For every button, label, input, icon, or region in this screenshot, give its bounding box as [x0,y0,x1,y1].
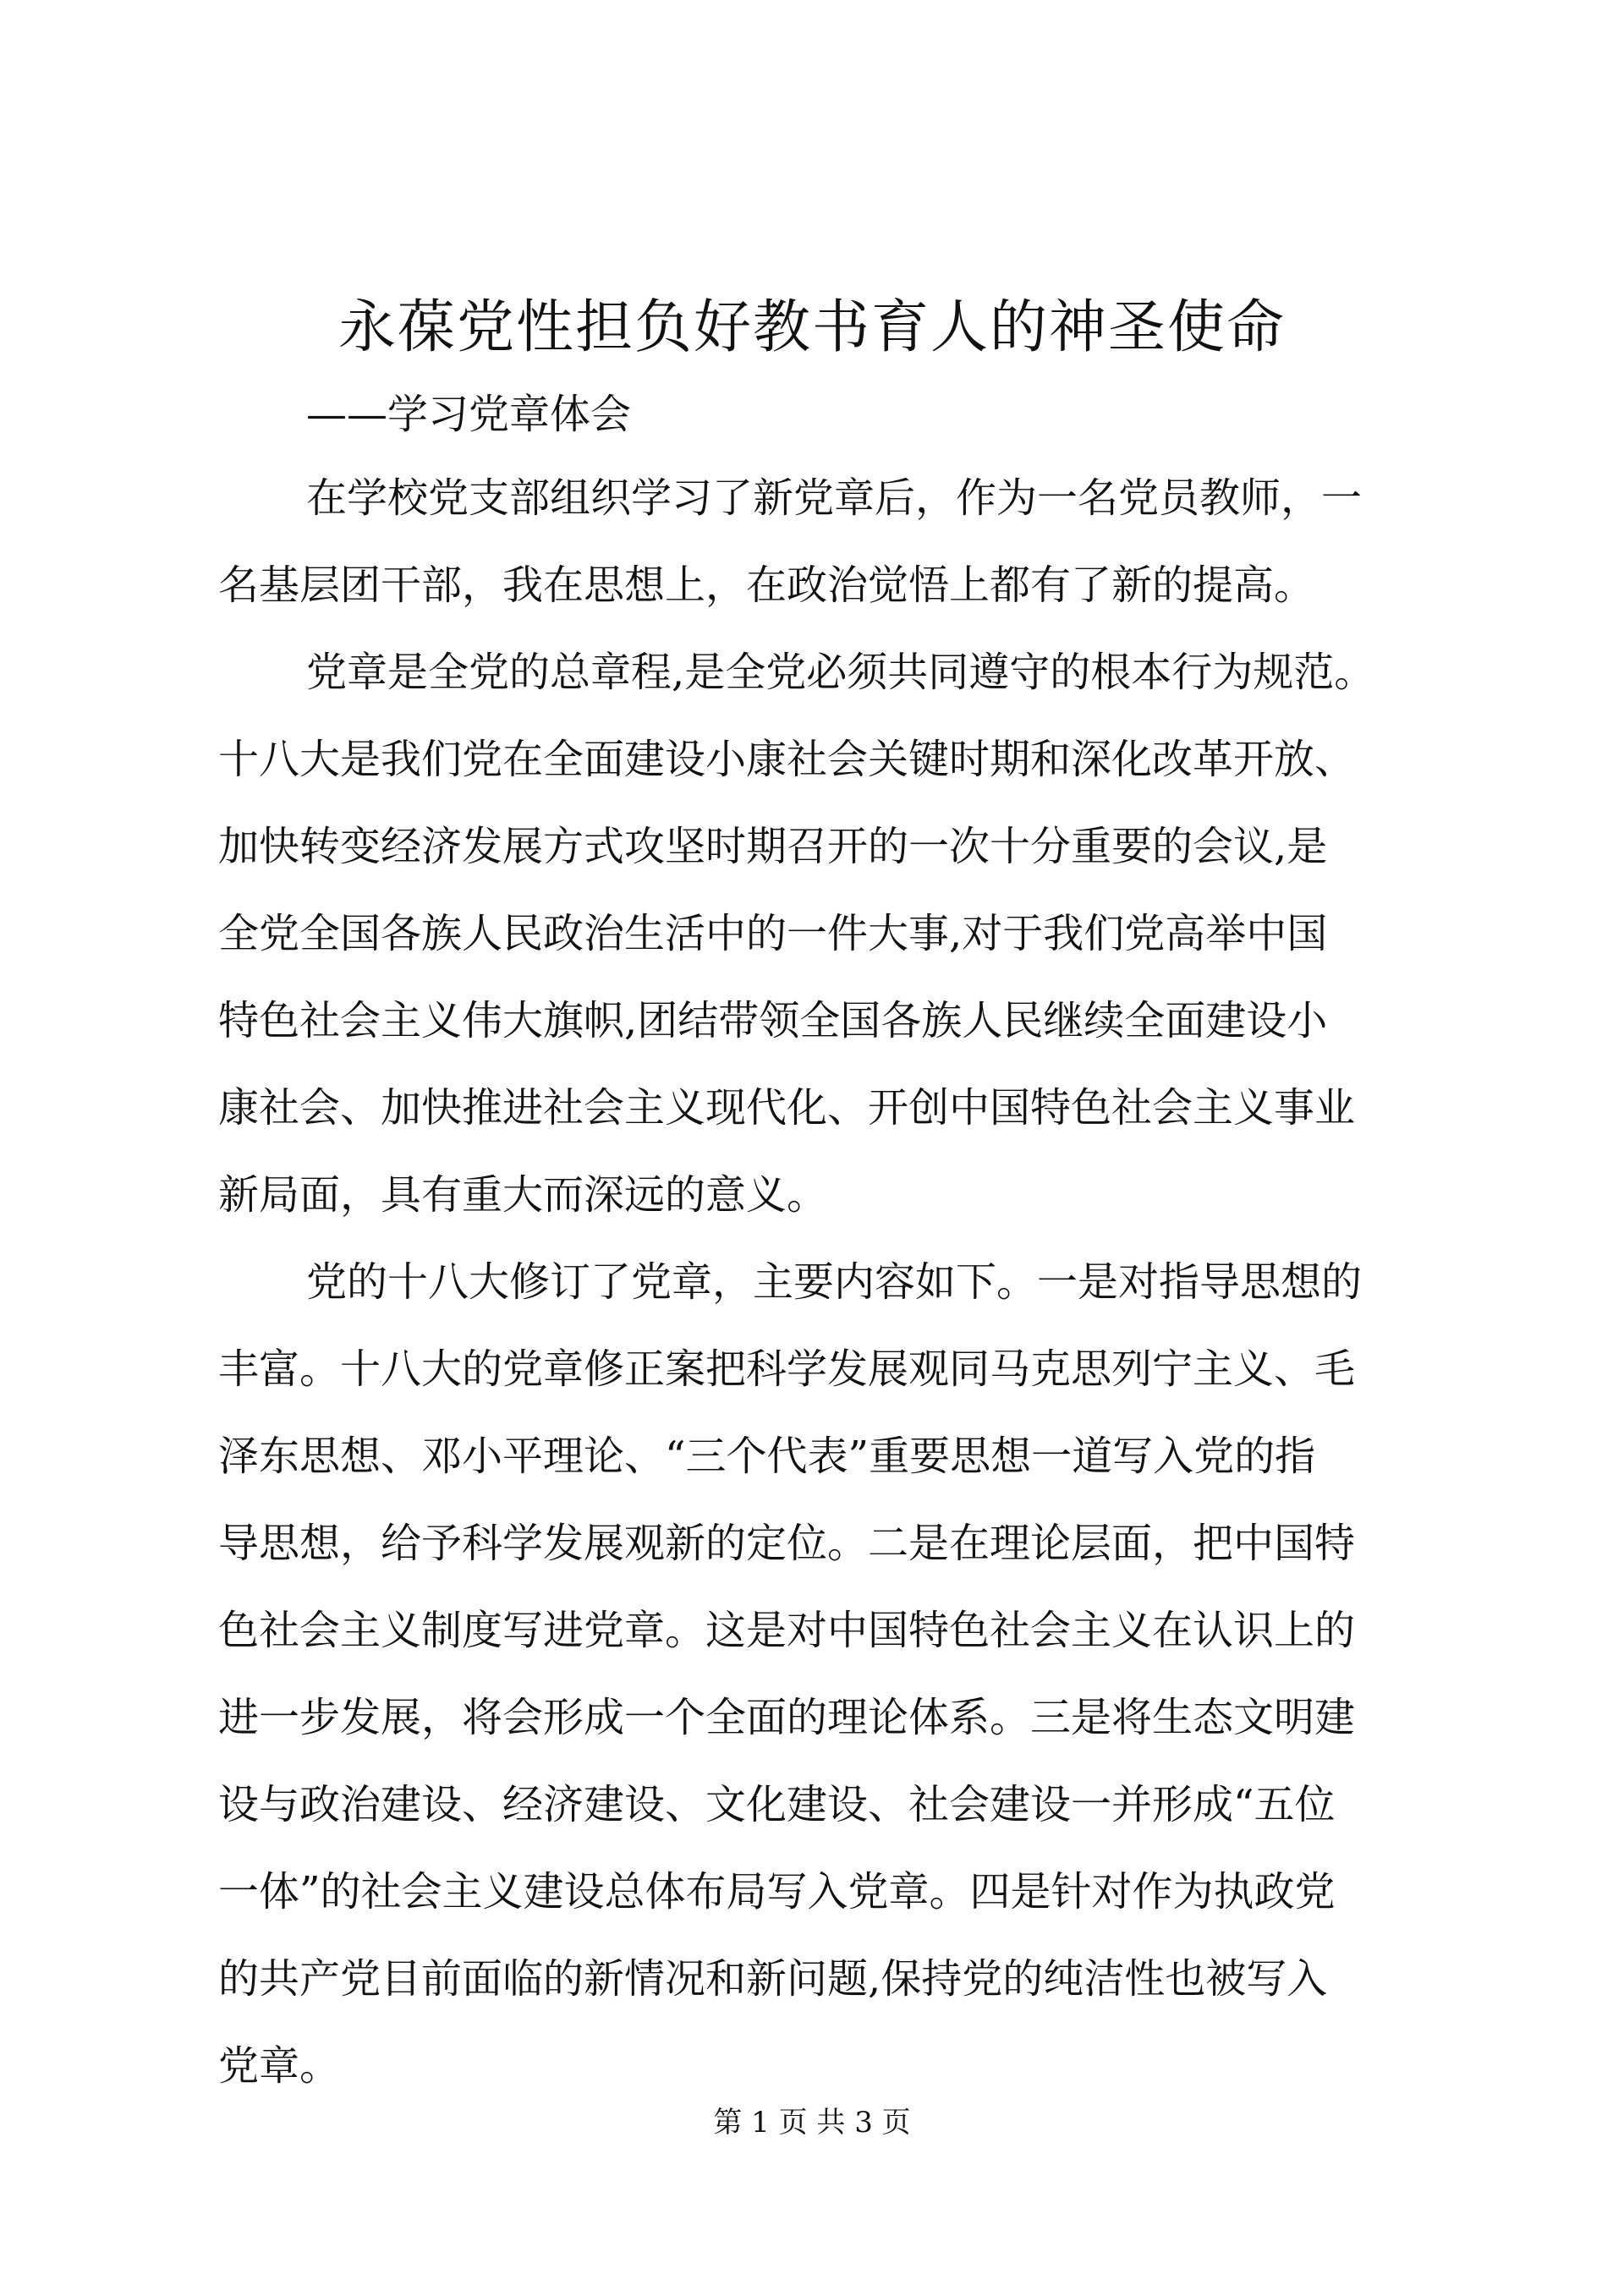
paragraph-line: 新局面，具有重大而深远的意义。 [218,1171,828,1219]
document-title: 永葆党性担负好教书育人的神圣使命 [337,294,1286,361]
paragraph-line: 设与政治建设、经济建设、文化建设、社会建设一并形成“五位 [218,1781,1336,1828]
paragraph-line: 在学校党支部组织学习了新党章后，作为一名党员教师，一 [306,474,1363,522]
paragraph-line: 丰富。十八大的党章修正案把科学发展观同马克思列宁主义、毛 [218,1345,1356,1393]
paragraph-line: 特色社会主义伟大旗帜,团结带领全国各族人民继续全面建设小 [218,997,1328,1044]
paragraph-line: 导思想，给予科学发展观新的定位。二是在理论层面，把中国特 [218,1520,1356,1567]
page-number-footer: 第 1 页 共 3 页 [713,2106,911,2140]
paragraph-line: 色社会主义制度写进党章。这是对中国特色社会主义在认识上的 [218,1607,1356,1654]
document-body [218,455,1419,2110]
paragraph-line: 进一步发展，将会形成一个全面的理论体系。三是将生态文明建 [218,1694,1356,1741]
paragraph-line: 一体”的社会主义建设总体布局写入党章。四是针对作为执政党 [218,1868,1336,1915]
paragraph-line: 党章。 [218,2042,341,2090]
paragraph-line: 名基层团干部，我在思想上，在政治觉悟上都有了新的提高。 [218,562,1315,609]
paragraph-line: 的共产党目前面临的新情况和新问题,保持党的纯洁性也被写入 [218,1955,1328,2003]
paragraph-line: 加快转变经济发展方式攻坚时期召开的一次十分重要的会议,是 [218,823,1328,870]
paragraph-line: 党章是全党的总章程,是全党必须共同遵守的根本行为规范。 [306,649,1375,696]
paragraph-line: 泽东思想、邓小平理论、“三个代表”重要思想一道写入党的指 [218,1433,1316,1480]
paragraph-line: 全党全国各族人民政治生活中的一件大事,对于我们党高举中国 [218,910,1328,957]
document-subtitle: ——学习党章体会 [306,391,632,438]
paragraph-line: 康社会、加快推进社会主义现代化、开创中国特色社会主义事业 [218,1084,1356,1132]
paragraph-line: 党的十八大修订了党章，主要内容如下。一是对指导思想的 [306,1258,1363,1306]
paragraph-line: 十八大是我们党在全面建设小康社会关键时期和深化改革开放、 [218,736,1356,783]
